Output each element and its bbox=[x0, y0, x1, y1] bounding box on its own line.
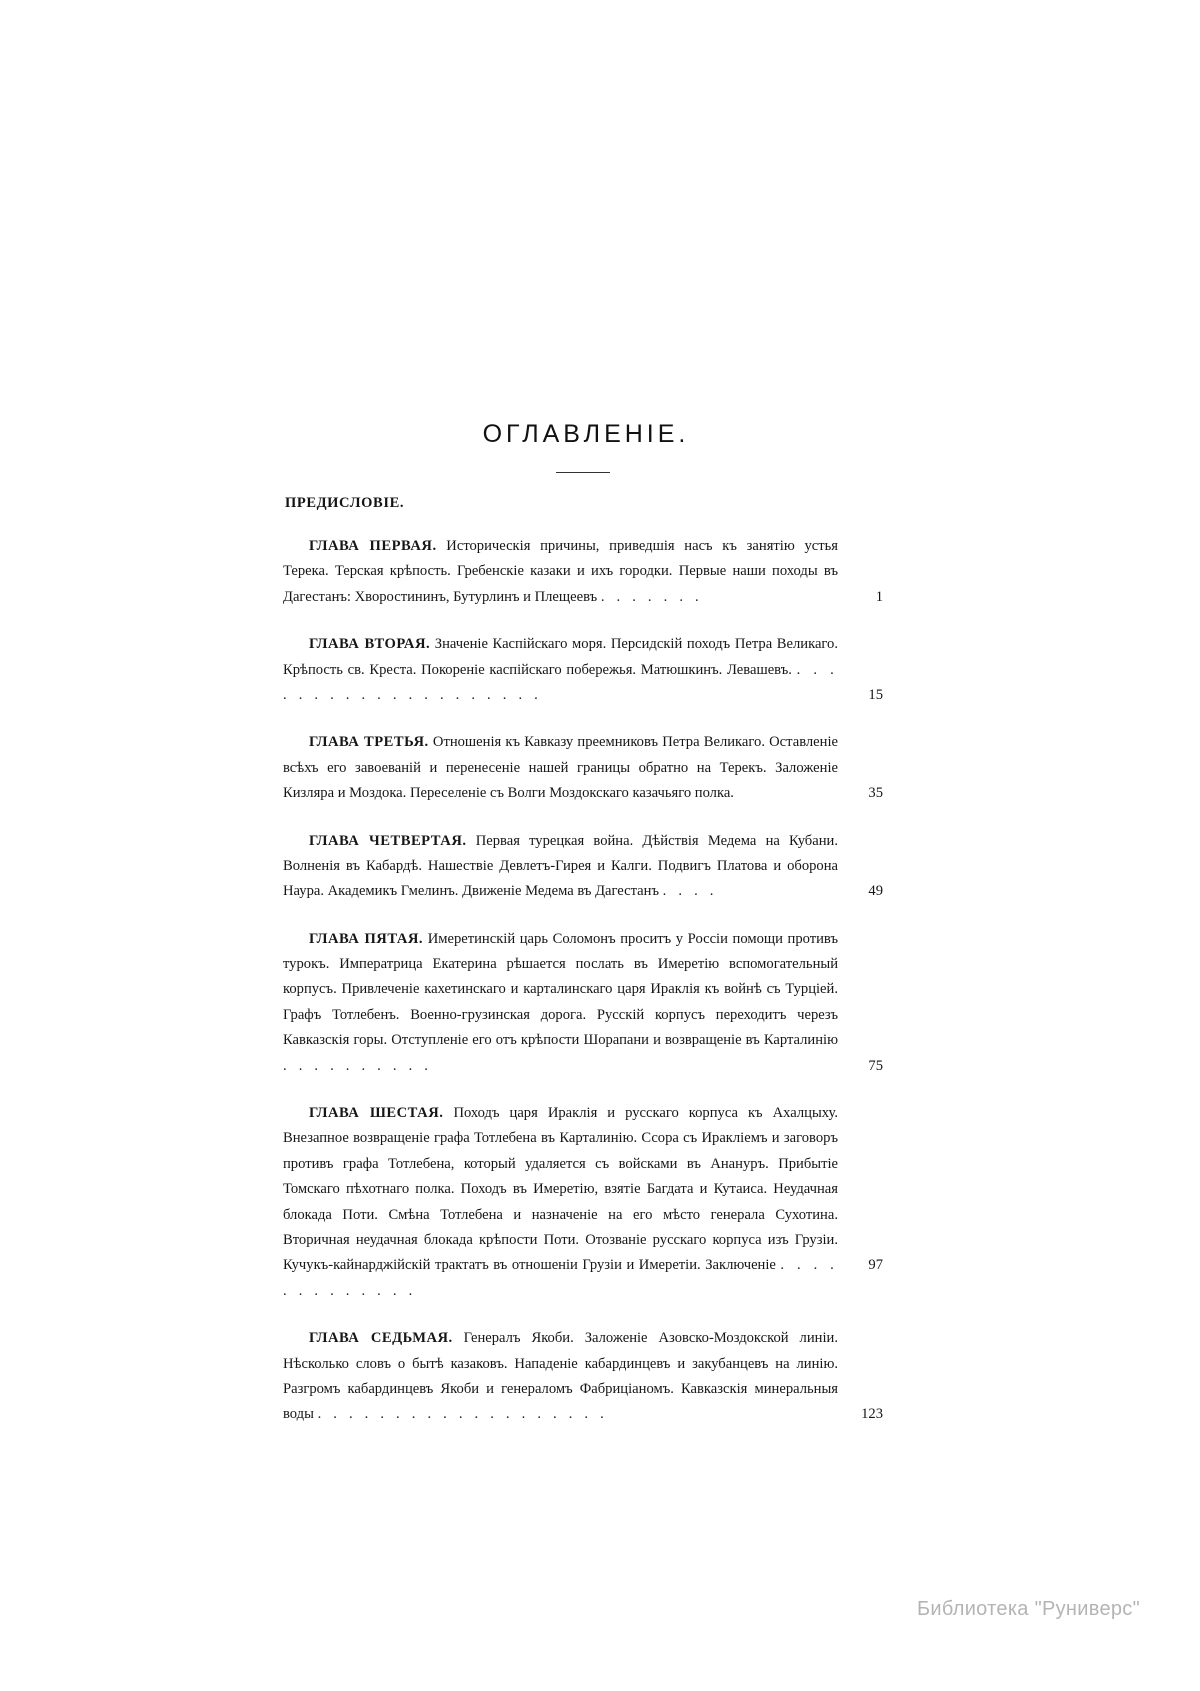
toc-entry bbox=[283, 829, 883, 905]
chapter-label: ГЛАВА ПЯТАЯ. bbox=[309, 930, 424, 947]
toc-entry bbox=[283, 632, 883, 708]
chapter-label: ГЛАВА СЕДЬМАЯ. bbox=[309, 1330, 453, 1347]
divider-rule bbox=[556, 472, 610, 473]
page-number: 15 bbox=[868, 686, 883, 703]
page-title: ОГЛАВЛЕНІЕ. bbox=[482, 420, 690, 448]
chapter-label: ГЛАВА ПЕРВАЯ. bbox=[309, 538, 437, 554]
chapter-label: ГЛАВА ЧЕТВЕРТАЯ. bbox=[309, 832, 467, 849]
chapter-description: Генералъ Якоби. Заложеніе Азовско-Моздокской линіи. Нѣсколько словъ о бытѣ казаковъ. Нападеніе кабардинцевъ и закубанцевъ на линію. Разгромъ кабардинцевъ Якоби и генераломъ Фабриціаномъ. Кавказскія минеральныя воды bbox=[283, 1330, 838, 1423]
toc-entry bbox=[283, 1101, 883, 1304]
leader-dots: . . . . bbox=[662, 883, 718, 900]
title-divider bbox=[283, 463, 883, 481]
leader-dots: . . . . . . . . . . bbox=[283, 1057, 433, 1074]
library-watermark: Библиотека "Руниверс" bbox=[916, 1598, 1140, 1620]
toc-entry bbox=[283, 927, 883, 1079]
page-number: 49 bbox=[868, 883, 883, 900]
chapter-label: ГЛАВА ТРЕТЬЯ. bbox=[309, 734, 429, 751]
leader-dots: . . . . . . . . . . . . . . . . . . . . bbox=[283, 661, 838, 703]
chapter-label: ГЛАВА ШЕСТАЯ. bbox=[309, 1105, 444, 1122]
leader-dots: . . . . . . . . . . . . . . . . . . . bbox=[317, 1406, 608, 1423]
chapter-description: Походъ царя Ираклія и русскаго корпуса къ Ахалцыху. Внезапное возвращеніе графа Тотлебена въ Карталинію. Ссора съ Ираклiемъ и заговоръ противъ графа Тотлебена, который удаляется съ войсками въ Анануръ. Прибытіе Томскаго пѣхотнаго полка. Походъ въ Имеретію, взятіе Багдата и Кутаиса. Неудачная блокада Поти. Смѣна Тотлебена и назначеніе на его мѣсто генерала Сухотина. Вторичная неудачная блокада крѣпости Поти. Отозваніе русскаго корпуса изъ Грузіи. Кучукъ-кайнарджійскій трактатъ въ отношеніи Грузіи и Имеретіи. Заключеніе bbox=[283, 1105, 838, 1274]
page-number: 1 bbox=[875, 588, 883, 605]
leader-dots: . . . . . . . bbox=[600, 588, 703, 605]
page-number: 35 bbox=[868, 785, 883, 802]
chapter-description: Историческія причины, приведшія насъ къ занятію устья Терека. Терская крѣпость. Гребенскіе казаки и ихъ городки. Первые наши походы въ Дагестанъ: Хворостининъ, Бутурлинъ и Плещеевъ bbox=[283, 538, 838, 605]
chapter-description: Отношенія къ Кавказу преемниковъ Петра Великаго. Оставленіе всѣхъ его завоеваній и перенесеніе нашей границы обратно на Терекъ. Заложеніе Кизляра и Моздока. Переселеніе съ Волги Моздокскаго казачьяго полка. bbox=[283, 734, 838, 802]
chapter-description: Имеретинскій царь Соломонъ проситъ у Россіи помощи противъ турокъ. Императрица Екатерина рѣшается послать въ Имеретію вспомогательный корпусъ. Привлеченіе кахетинскаго и карталинскаго царя Ираклія къ войнѣ съ Турціей. Графъ Тотлебенъ. Военно-грузинская дорога. Русскій корпусъ переходитъ черезъ Кавказскія горы. Отступленіе его отъ крѣпости Шорапани и возвращеніе въ Карталинію bbox=[283, 930, 838, 1049]
toc-entry bbox=[283, 730, 883, 806]
preface-label: ПРЕДИСЛОВІЕ. bbox=[285, 495, 405, 511]
toc-entry bbox=[283, 1326, 883, 1428]
chapter-description: Первая турецкая война. Дѣйствія Медема на Кубани. Волненія въ Кабардѣ. Нашествіе Девлетъ-Гирея и Калги. Подвигъ Платова и оборона Наура. Академикъ Гмелинъ. Движеніе Медема въ Дагестанъ bbox=[283, 832, 838, 900]
chapter-label: ГЛАВА ВТОРАЯ. bbox=[309, 636, 431, 653]
toc-entry bbox=[283, 534, 883, 610]
page-number: 97 bbox=[868, 1256, 883, 1273]
leader-dots: . . . . . . . . . . . . . bbox=[283, 1257, 838, 1299]
page-number: 123 bbox=[861, 1406, 883, 1423]
chapter-description: Значеніе Каспійскаго моря. Персидскій походъ Петра Великаго. Крѣпость св. Креста. Покореніе каспійскаго побережья. Матюшкинъ. Левашевъ. bbox=[283, 636, 838, 678]
table-of-contents bbox=[283, 420, 883, 1428]
page-number: 75 bbox=[868, 1057, 883, 1074]
